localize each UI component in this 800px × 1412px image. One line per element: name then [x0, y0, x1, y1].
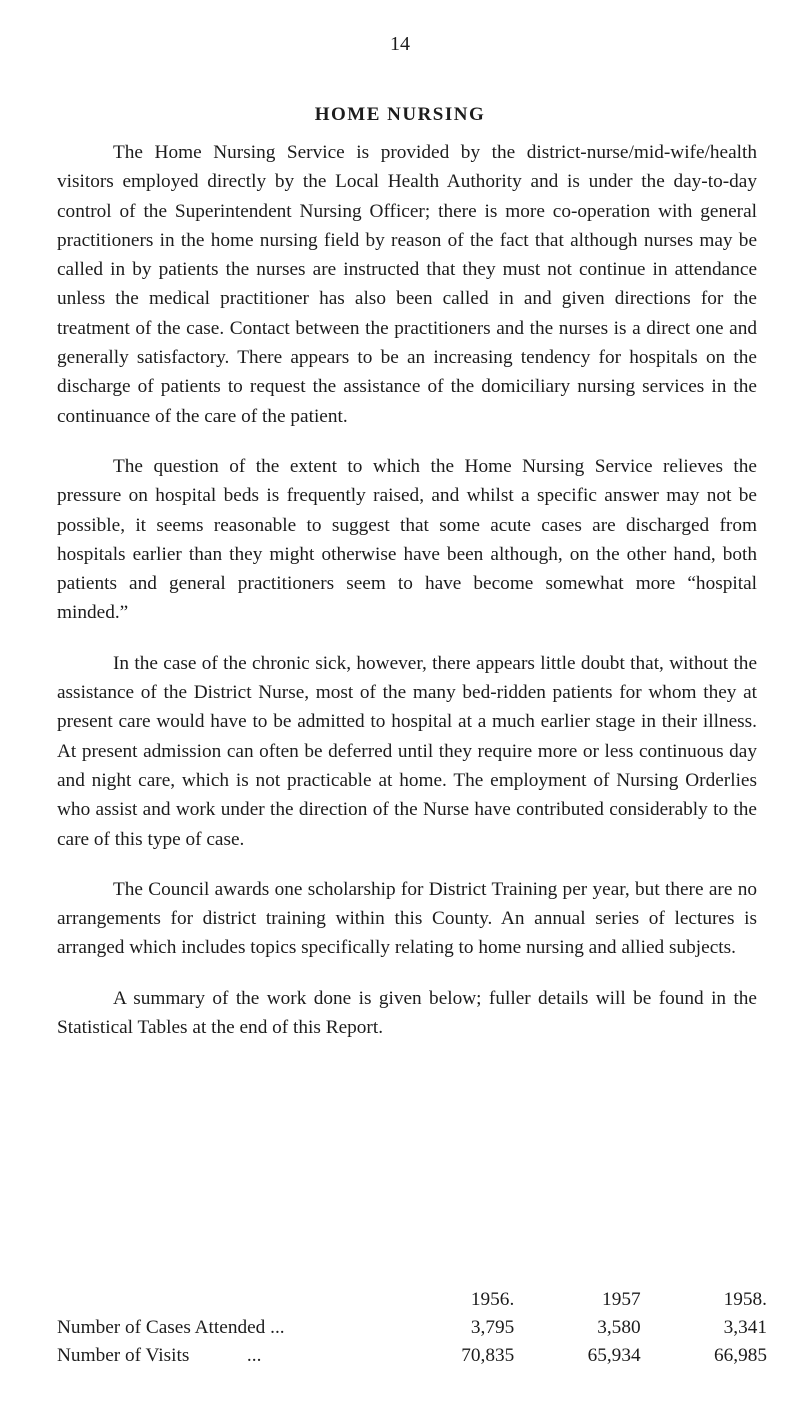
- paragraph-4: The Council awards one scholarship for District Training per year, but there are no arrangements for district training within this County. An annual series of lectures is arranged which includes topics specifically relating to home nursing and allied subjects.: [57, 878, 757, 959]
- row-label-text: Number of Visits: [57, 1345, 190, 1366]
- table-header-row: [57, 1286, 767, 1314]
- year-header: 1956.: [470, 1289, 515, 1310]
- table-cell: 70,835: [461, 1345, 515, 1366]
- page-number: 14: [390, 33, 410, 55]
- paragraph-5: A summary of the work done is given below; fuller details will be found in the Statistical Tables at the end of this Report.: [57, 987, 757, 1039]
- row-label: [57, 1342, 388, 1370]
- year-header: 1958.: [723, 1289, 767, 1310]
- paragraph-1: The Home Nursing Service is provided by the district-nurse/mid-wife/health visitors employed directly by the Local Health Authority and is under the day-to-day control of the Superintendent Nursing Officer; there is more co-operation with general practitioners in the home nursing field by reason of the fact that although nurses may be called in by patients the nurses are instructed that they must not continue in attendance unless the medical practitioner has also been called in and given directions for the treatment of the case. Contact between the practitioners and the nurses is a direct one and generally satisfactory. There appears to be an increasing tendency for hospitals on the discharge of patients to request the assistance of the domiciliary nursing services in the continuance of the care of the patient.: [57, 142, 757, 427]
- table-cell: 66,985: [713, 1345, 767, 1366]
- row-label: Number of Cases Attended ...: [57, 1317, 285, 1338]
- section-title: HOME NURSING: [314, 104, 486, 125]
- paragraph-2: The question of the extent to which the Home Nursing Service relieves the pressure on hospital beds is frequently raised, and whilst a specific answer may not be possible, it seems reasonable to suggest that some acute cases are discharged from hospitals earlier than they might otherwise have been although, on the other hand, both patients and general practitioners seem to have become somewhat more “hospital minded.”: [57, 455, 757, 624]
- row-label-dots: ...: [246, 1345, 262, 1366]
- body-text: [57, 138, 757, 1063]
- table-row: [57, 1314, 767, 1342]
- summary-table: [57, 1286, 767, 1370]
- table-row: [57, 1342, 767, 1370]
- table-cell: 3,580: [597, 1317, 641, 1338]
- table-cell: 3,341: [723, 1317, 767, 1338]
- year-header: 1957: [602, 1289, 641, 1310]
- paragraph-3: In the case of the chronic sick, however, there appears little doubt that, without the assistance of the District Nurse, most of the many bed-ridden patients for whom they at present care would have to be admitted to hospital at a much earlier stage in their illness. At present admission can often be deferred until they require more or less continuous day and night care, which is not practicable at home. The employment of Nursing Orderlies who assist and work under the direction of the Nurse have contributed considerably to the care of this type of case.: [57, 652, 757, 850]
- table-cell: 3,795: [470, 1317, 515, 1338]
- table-cell: 65,934: [587, 1345, 641, 1366]
- header-blank: [57, 1286, 388, 1314]
